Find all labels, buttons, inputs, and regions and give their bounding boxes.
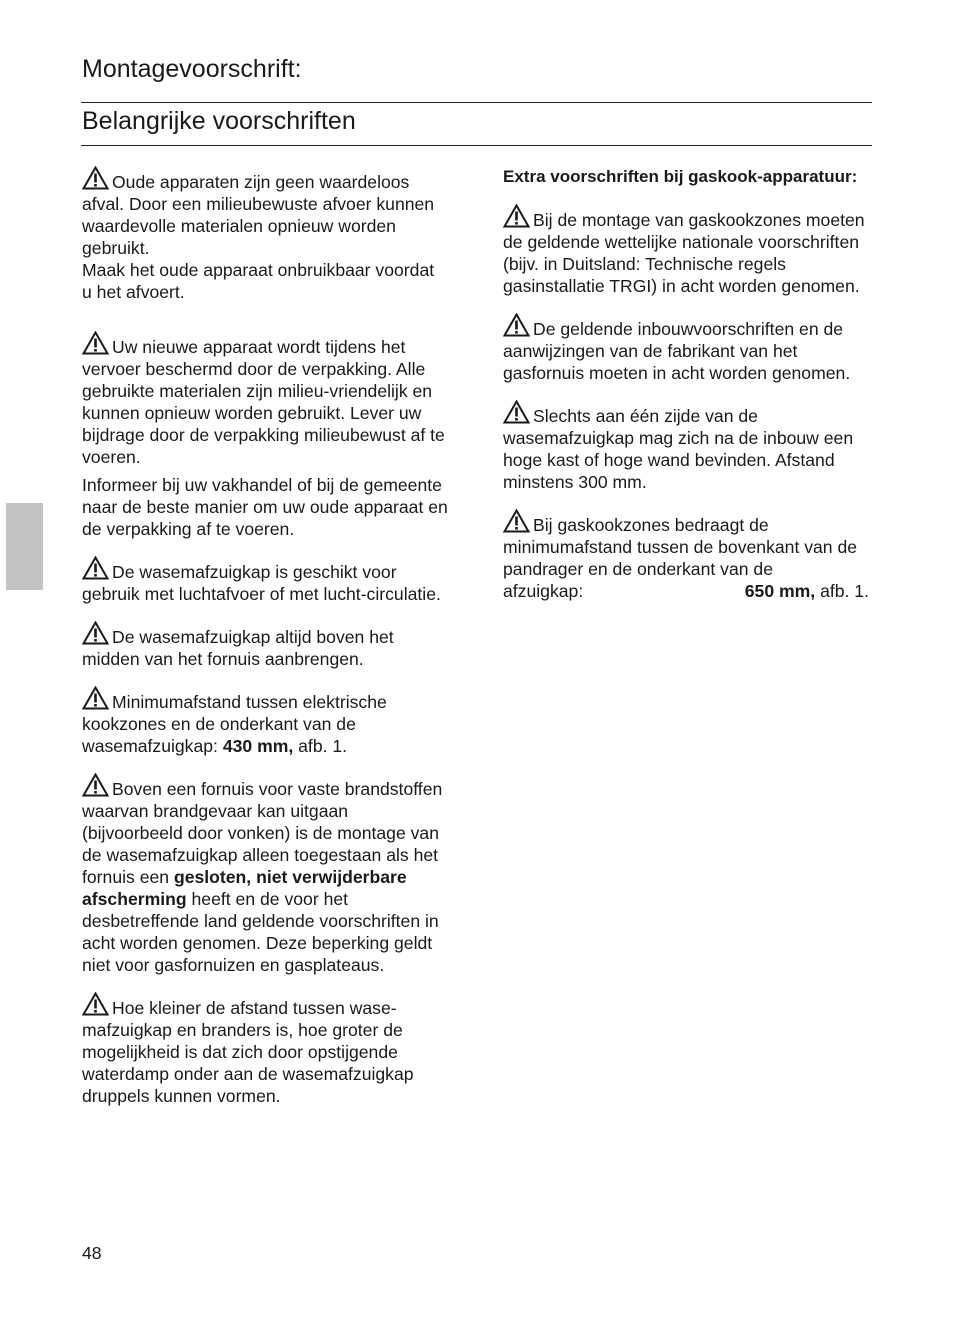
figure-reference: afb. 1. bbox=[820, 581, 869, 601]
warning-center-mount bbox=[82, 621, 448, 670]
warning-triangle-icon bbox=[503, 509, 530, 533]
warning-old-appliances bbox=[82, 166, 448, 303]
emphasis-text: gesloten, niet verwijderbare afscherming bbox=[82, 867, 407, 909]
figure-reference: afb. 1. bbox=[298, 736, 348, 756]
page-number: 48 bbox=[82, 1243, 102, 1263]
paragraph-text: Slechts aan één zijde van de wasemafzuigkap mag zich na de inbouw een hoge kast of hoge wand bevinden. Afstand minstens 300 mm. bbox=[503, 406, 854, 492]
paragraph-text: De geldende inbouwvoorschriften en de aanwijzingen van de fabrikant van het gasfornuis moeten in acht worden genomen. bbox=[503, 319, 851, 383]
paragraph-text: Bij de montage van gaskookzones moeten de geldende wettelijke nationale voorschriften (bijv. in Duitsland: Technische regels gasinstallatie TRGI) in acht worden genomen. bbox=[503, 210, 865, 296]
bottom-rule bbox=[81, 145, 872, 146]
warning-gas-distance bbox=[503, 509, 869, 602]
distance-value: 430 mm, bbox=[222, 736, 294, 756]
warning-triangle-icon bbox=[82, 556, 109, 580]
warning-side-cabinet bbox=[503, 400, 869, 493]
warning-triangle-icon bbox=[503, 400, 530, 424]
warning-electric-distance bbox=[82, 686, 448, 757]
warning-triangle-icon bbox=[82, 773, 109, 797]
gas-section-heading: Extra voorschriften bij gaskook-apparatuur: bbox=[503, 167, 858, 186]
paragraph-text: Bij gaskookzones bedraagt de minimumafstand tussen de bovenkant van de pandrager en de onderkant van de bbox=[503, 515, 858, 579]
warning-triangle-icon bbox=[503, 313, 530, 337]
warning-triangle-icon bbox=[82, 686, 109, 710]
paragraph-text: De wasemafzuigkap altijd boven het midden van het fornuis aanbrengen. bbox=[82, 627, 394, 669]
right-column bbox=[503, 166, 869, 618]
warning-triangle-icon bbox=[82, 331, 109, 355]
warning-triangle-icon bbox=[503, 204, 530, 228]
section-title: Belangrijke voorschriften bbox=[82, 107, 356, 135]
paragraph-text: Maak het oude apparaat onbruikbaar voordat u het afvoert. bbox=[82, 260, 435, 302]
paragraph-text: Uw nieuwe apparaat wordt tijdens het vervoer beschermd door de verpakking. Alle gebruikte materialen zijn milieu-vriendelijk en kunnen opnieuw worden gebruikt. Lever uw bijdrage door de verpakking milieubewust af te voeren. bbox=[82, 337, 445, 467]
left-column bbox=[82, 166, 448, 1123]
paragraph-text: Boven een fornuis voor vaste brandstoffen waarvan brandgevaar kan uitgaan (bijvoorbeeld door vonken) is de montage van de wasemafzuigkap alleen toegestaan als het fornuis een bbox=[82, 779, 443, 887]
paragraph-text: heeft en de voor het desbetreffende land geldende voorschriften in acht worden genomen. Deze beperking geldt niet voor gasfornuizen en gasplateaus. bbox=[82, 889, 439, 975]
distance-value: 650 mm, bbox=[744, 581, 816, 601]
warning-gas-regulations bbox=[503, 204, 869, 297]
warning-exhaust-mode bbox=[82, 556, 448, 605]
warning-solid-fuel bbox=[82, 773, 448, 976]
spec-value-group bbox=[745, 580, 869, 602]
paragraph-text: Hoe kleiner de afstand tussen wase-mafzuigkap en branders is, hoe groter de mogelijkheid is dat zich door opstijgende waterdamp onder aan de wasemafzuigkap druppels kunnen vormen. bbox=[82, 998, 414, 1106]
side-tab-marker bbox=[6, 503, 43, 590]
paragraph-text: Minimumafstand tussen elektrische kookzones en de onderkant van de wasemafzuigkap: bbox=[82, 692, 387, 756]
warning-triangle-icon bbox=[82, 166, 109, 190]
page-title: Montagevoorschrift: bbox=[82, 55, 302, 83]
warning-triangle-icon bbox=[82, 621, 109, 645]
warning-triangle-icon bbox=[82, 992, 109, 1016]
warning-installation-rules bbox=[503, 313, 869, 384]
distance-spec-line bbox=[503, 580, 869, 602]
paragraph-text: Oude apparaten zijn geen waardeloos afval. Door een milieubewuste afvoer kunnen waardevolle materialen opnieuw worden gebruikt. bbox=[82, 172, 435, 258]
warning-packaging bbox=[82, 331, 448, 468]
paragraph-text: De wasemafzuigkap is geschikt voor gebruik met luchtafvoer of met lucht-circulatie. bbox=[82, 562, 441, 604]
spec-label: afzuigkap: bbox=[503, 581, 584, 601]
paragraph-disposal-info: Informeer bij uw vakhandel of bij de gemeente naar de beste manier om uw oude apparaat en de verpakking af te voeren. bbox=[82, 475, 448, 539]
top-rule bbox=[81, 102, 872, 103]
warning-condensation bbox=[82, 992, 448, 1107]
